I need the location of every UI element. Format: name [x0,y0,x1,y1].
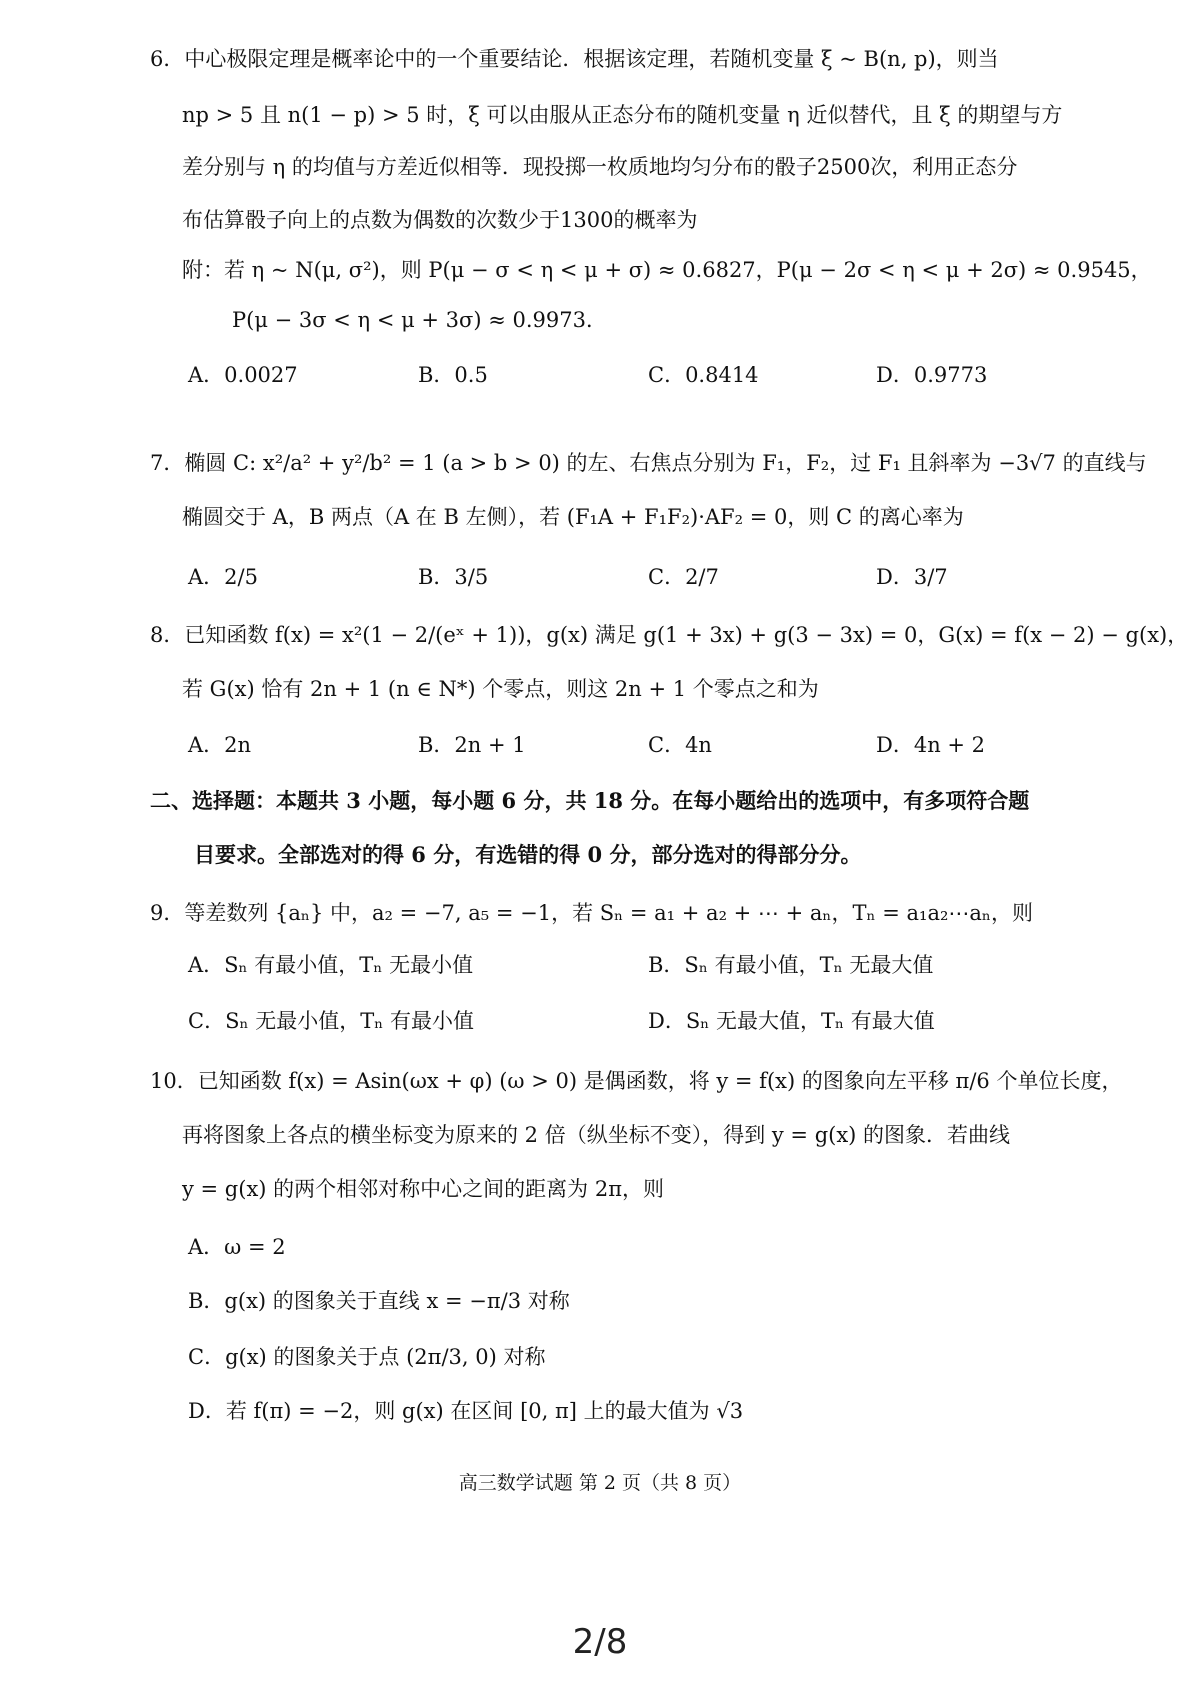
q6-line-1: 6．中心极限定理是概率论中的一个重要结论．根据该定理，若随机变量 ξ ~ B(n, p)，则当 [150,47,999,71]
q10-line-3: y = g(x) 的两个相邻对称中心之间的距离为 2π，则 [182,1177,664,1201]
q7-option-d: D．3/7 [876,565,948,589]
q7-line-2: 椭圆交于 A，B 两点（A 在 B 左侧），若 (F₁A + F₁F₂)·AF₂ = 0，则 C 的离心率为 [182,505,964,529]
q7-option-a: A．2/5 [188,565,258,589]
q7-line-1: 7．椭圆 C: x²/a² + y²/b² = 1 (a > b > 0) 的左、右焦点分别为 F₁，F₂，过 F₁ 且斜率为 −3√7 的直线与 [150,451,1147,475]
q6-option-b: B．0.5 [418,363,488,387]
q9-option-d: D．Sₙ 无最大值，Tₙ 有最大值 [648,1009,935,1033]
q7-option-c: C．2/7 [648,565,719,589]
q6-line-4: 布估算骰子向上的点数为偶数的次数少于1300的概率为 [182,208,698,232]
q6-appendix-line-1: 附：若 η ~ N(μ, σ²)，则 P(μ − σ < η < μ + σ) ≈ 0.6827，P(μ − 2σ < η < μ + 2σ) ≈ 0.9545， [182,258,1152,282]
section-2-line-1: 二、选择题：本题共 3 小题，每小题 6 分，共 18 分。在每小题给出的选项中，有多项符合题 [150,788,1030,813]
q6-option-a: A．0.0027 [188,363,298,387]
q10-option-b: B．g(x) 的图象关于直线 x = −π/3 对称 [188,1289,570,1313]
q8-option-a: A．2n [188,733,252,757]
q6-option-d: D．0.9773 [876,363,988,387]
q8-line-1: 8．已知函数 f(x) = x²(1 − 2/(eˣ + 1))，g(x) 满足 g(1 + 3x) + g(3 − 3x) = 0，G(x) = f(x − 2) − g(x)， [150,623,1189,647]
q6-line-3: 差分别与 η 的均值与方差近似相等．现投掷一枚质地均匀分布的骰子2500次，利用正态分 [182,155,1018,179]
q10-line-2: 再将图象上各点的横坐标变为原来的 2 倍（纵坐标不变），得到 y = g(x) 的图象．若曲线 [182,1123,1011,1147]
q6-option-c: C．0.8414 [648,363,759,387]
q8-option-d: D．4n + 2 [876,733,986,757]
q10-line-1: 10．已知函数 f(x) = Asin(ωx + φ) (ω > 0) 是偶函数，将 y = f(x) 的图象向左平移 π/6 个单位长度， [150,1069,1123,1093]
q10-option-d: D．若 f(π) = −2，则 g(x) 在区间 [0, π] 上的最大值为 √3 [188,1399,744,1423]
q8-option-b: B．2n + 1 [418,733,526,757]
q8-line-2: 若 G(x) 恰有 2n + 1 (n ∈ N*) 个零点，则这 2n + 1 个零点之和为 [182,677,819,701]
page-footer: 高三数学试题 第 2 页（共 8 页） [458,1472,742,1494]
q7-option-b: B．3/5 [418,565,489,589]
q9-stem: 9．等差数列 {aₙ} 中，a₂ = −7, a₅ = −1，若 Sₙ = a₁ + a₂ + ⋯ + aₙ，Tₙ = a₁a₂⋯aₙ，则 [150,901,1034,925]
section-2-line-2: 目要求。全部选对的得 6 分，有选错的得 0 分，部分选对的得部分分。 [194,842,862,867]
q10-option-a: A．ω = 2 [188,1235,286,1259]
q9-option-b: B．Sₙ 有最小值，Tₙ 无最大值 [648,953,934,977]
page-indicator: 2/8 [572,1622,628,1662]
q6-appendix-line-2: P(μ − 3σ < η < μ + 3σ) ≈ 0.9973． [232,308,607,332]
q9-option-c: C．Sₙ 无最小值，Tₙ 有最小值 [188,1009,474,1033]
q9-option-a: A．Sₙ 有最小值，Tₙ 无最小值 [188,953,474,977]
q8-option-c: C．4n [648,733,712,757]
q10-option-c: C．g(x) 的图象关于点 (2π/3, 0) 对称 [188,1345,546,1369]
q6-line-2: np > 5 且 n(1 − p) > 5 时，ξ 可以由服从正态分布的随机变量 η 近似替代，且 ξ 的期望与方 [182,103,1063,127]
